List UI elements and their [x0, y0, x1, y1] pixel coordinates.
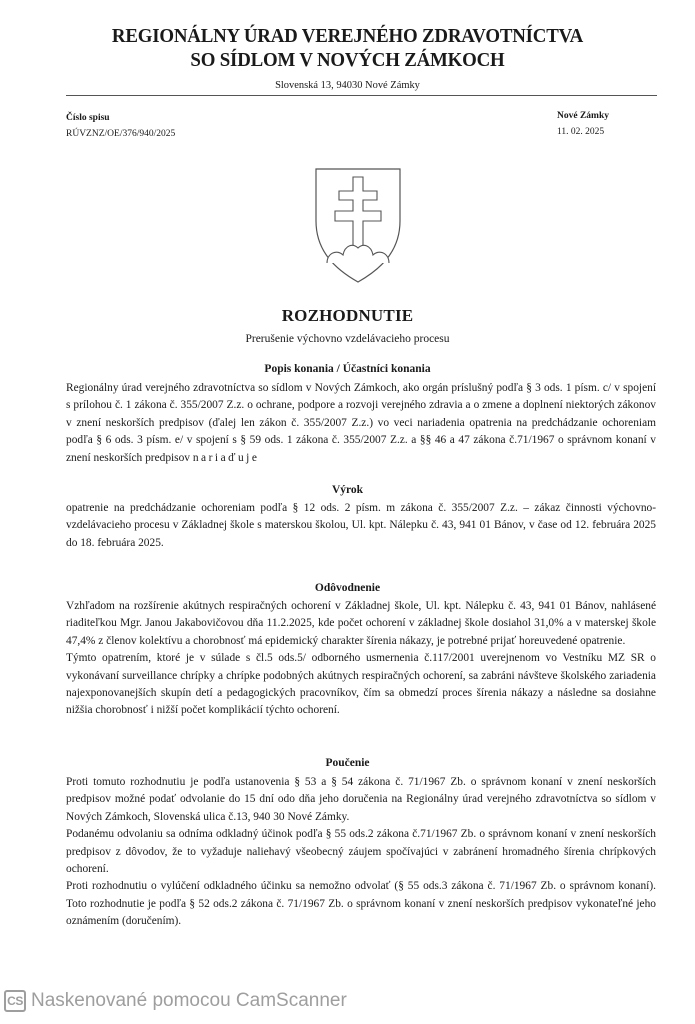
slovak-coat-of-arms-icon — [313, 163, 403, 285]
paragraph: Proti rozhodnutiu o vylúčení odkladného účinku sa nemožno odvolať (§ 55 ods.3 zákona č. 71/1967 Zb. o správnom konaní). Toto rozhodnutie je podľa § 52 ods.2 zákona č. 71/1967 Zb. o správnom konaní v znení neskorších predpisov vykonateľné jeho oznámením (doručením). — [66, 880, 656, 928]
paragraph: Vzhľadom na rozšírenie akútnych respiračných ochorení v Základnej škole, Ul. kpt. Nálepku č. 43, 941 01 Bánov, nahlásené riaditeľkou Mgr. Janou Jakabovičovou dňa 11.2.2025, kde počet ochorení v základnej škole dosiahol 31,0% a v materskej škole 47,4% z členov kolektívu a chorobnosť má epidemický charakter šírenia nákazy, je potrebné prijať horeuvedené opatrenie. — [66, 600, 656, 647]
place-date-block — [557, 108, 609, 140]
paragraph: opatrenie na predchádzanie ochoreniam podľa § 12 ods. 2 písm. m zákona č. 355/2007 Z.z. – zákaz činnosti výchovno-vzdelávacieho procesu v Základnej škole s materskou školou, Ul. kpt. Nálepku č. 43, 941 01 Bánov, v čase od 12. februára 2025 do 18. februára 2025. — [66, 502, 656, 549]
place-label: Nové Zámky — [557, 111, 609, 121]
section-heading-justification: Odôvodnenie — [314, 582, 381, 594]
authority-name-line1: REGIONÁLNY ÚRAD VEREJNÉHO ZDRAVOTNÍCTVA — [111, 25, 584, 47]
paragraph: Podanému odvolaniu sa odníma odkladný účinok podľa § 55 ods.2 zákona č.71/1967 Zb. o správnom konaní v znení neskorších predpisov z dôvodov, že to vyžaduje naliehavý všeobecný záujem spočívajúci v zabránení hromadného šírenia chrípkových ochorení. — [66, 828, 656, 876]
paragraph-text: Regionálny úrad verejného zdravotníctva so sídlom v Nových Zámkoch, ako orgán príslušný podľa § 3 ods. 1 písm. c/ v spojení s prílohou č. 1 zákona č. 355/2007 Z.z. o ochrane, podpore a rozvoji verejného zdravia a o zmene a doplnení niektorých zákonov v znení neskorších predpisov (ďalej len zákon č. 355/2007 Z.z.) vo veci nariadenia opatrenia na predchádzanie ochoreniam podľa § 6 ods. 3 písm. e/ v spojení s § 59 ods. 1 zákona č. 355/2007 Z.z. a §§ 46 a 47 zákona č.71/1967 o správnom konaní v znení neskorších predpisov — [66, 382, 656, 464]
orders-emphasis: nariaďuje — [192, 451, 260, 464]
section-heading-verdict: Výrok — [331, 484, 364, 496]
paragraph: Proti tomuto rozhodnutiu je podľa ustanovenia § 53 a § 54 zákona č. 71/1967 Zb. o správnom konaní v znení neskorších predpisov možné podať odvolanie do 15 dní odo dňa jeho doručenia na Regionálny úrad verejného zdravotníctva so sídlom v Nových Zámkoch, Slovenská ulica č.13, 940 30 Nové Zámky. — [66, 776, 656, 823]
section-body-instruction — [66, 774, 656, 931]
decision-title: ROZHODNUTIE — [281, 306, 414, 325]
camscanner-logo-icon: CS — [4, 990, 26, 1012]
section-body-proceedings — [66, 380, 656, 467]
paragraph: Týmto opatrením, ktoré je v súlade s čl.5 ods.5/ odborného usmernenia č.117/2001 uverejnenom vo Vestníku MZ SR o vykonávaní surveillance chrípky a chrípke podobných akútnych respiračných ochorení, sa zabráni návšteve školského zariadenia najexponovanejších skupín detí a pedagogických pracovníkov, čím sa obmedzí proces šírenia nákazy a následne sa dosiahne nižšia chorobnosť i nižší počet komplikácií týchto ochorení. — [66, 652, 656, 717]
paragraph — [66, 380, 656, 467]
camscanner-watermark — [4, 988, 347, 1014]
decision-subtitle: Prerušenie výchovno vzdelávacieho procesu — [245, 333, 450, 345]
camscanner-text: Naskenované pomocou CamScanner — [31, 990, 347, 1011]
authority-address: Slovenská 13, 94030 Nové Zámky — [275, 79, 420, 91]
section-heading-instruction: Poučenie — [325, 757, 370, 769]
date-value: 11. 02. 2025 — [557, 127, 605, 137]
header-divider — [66, 95, 657, 96]
file-number-block — [66, 110, 175, 142]
file-number-value: RÚVZNZ/OE/376/940/2025 — [66, 129, 176, 139]
authority-name-line2: SO SÍDLOM V NOVÝCH ZÁMKOCH — [190, 49, 505, 71]
file-number-label: Číslo spisu — [66, 113, 110, 123]
section-heading-proceedings: Popis konania / Účastníci konania — [264, 363, 431, 375]
section-body-verdict — [66, 500, 656, 552]
section-body-justification — [66, 598, 656, 720]
